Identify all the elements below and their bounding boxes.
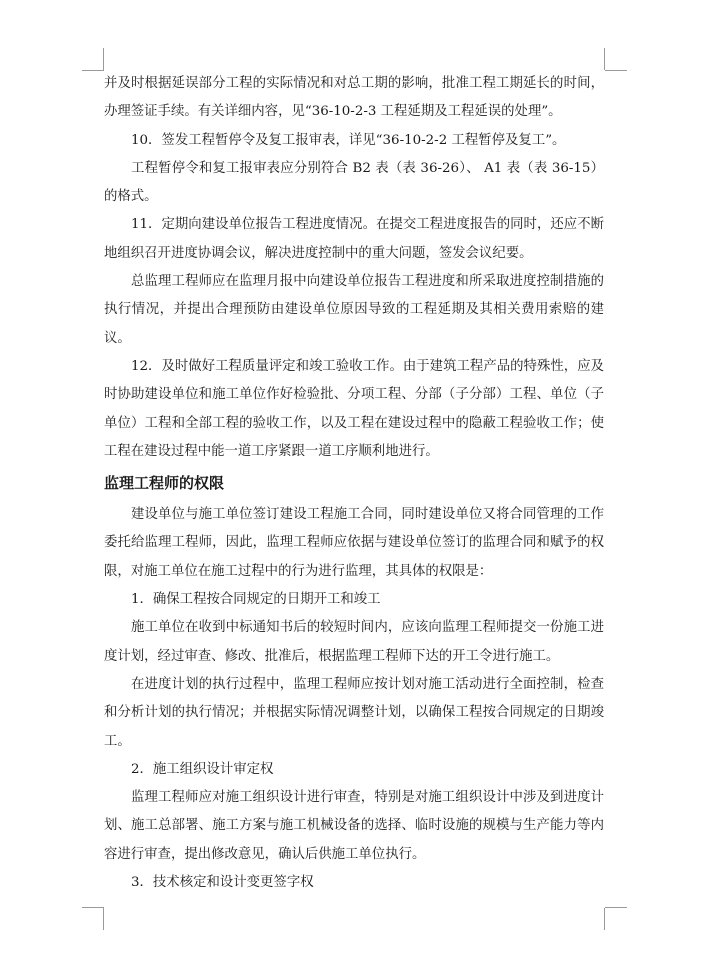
paragraph: 1．确保工程按合同规定的日期开工和竣工 xyxy=(131,592,381,608)
paragraph: 2．施工组织设计审定权 xyxy=(131,761,274,777)
paragraph: 并及时根据延误部分工程的实际情况和对总工期的影响，批准工程工期延长的时间，办理签证手续。有关详细内容，见“36-10-2-3 工程延期及工程延误的处理”。 xyxy=(104,76,604,120)
paragraph: 监理工程师应对施工组织设计进行审查，特别是对施工组织设计中涉及到进度计划、施工总部署、施工方案与施工机械设备的选择、临时设施的规模与生产能力等内容进行审查，提出修改意见，确认后供施工单位执行。 xyxy=(104,790,604,862)
paragraph: 在进度计划的执行过程中，监理工程师应按计划对施工活动进行全面控制，检查和分析计划的执行情况；并根据实际情况调整计划，以确保工程按合同规定的日期竣工。 xyxy=(104,676,604,749)
paragraph: 12．及时做好工程质量评定和竣工验收工作。由于建筑工程产品的特殊性，应及时协助建设单位和施工单位作好检验批、分项工程、分部（子分部）工程、单位（子单位）工程和全部工程的验收工作，以及工程在建设过程中的隐蔽工程验收工作；使工程在建设过程中能一道工序紧跟一道工序顺利地进行。 xyxy=(104,358,604,459)
paragraph: 3．技术核定和设计变更签字权 xyxy=(131,875,314,891)
paragraph: 总监理工程师应在监理月报中向建设单位报告工程进度和所采取进度控制措施的执行情况，并提出合理预防由建设单位原因导致的工程延期及其相关费用索赔的建议。 xyxy=(104,274,604,346)
paragraph: 11．定期向建设单位报告工程进度情况。在提交工程进度报告的同时，还应不断地组织召开进度协调会议，解决进度控制中的重大问题，签发会议纪要。 xyxy=(104,217,604,261)
paragraph: 工程暂停令和复工报审表应分别符合 B2 表（表 36-26）、 A1 表（表 36-15）的格式。 xyxy=(104,160,604,205)
paragraph: 施工单位在收到中标通知书后的较短时间内，应该向监理工程师提交一份施工进度计划，经过审查、修改、批准后，根据监理工程师下达的开工令进行施工。 xyxy=(104,620,604,664)
section-heading: 监理工程师的权限 xyxy=(104,474,225,493)
paragraph: 建设单位与施工单位签订建设工程施工合同，同时建设单位又将合同管理的工作委托给监理工程师，因此，监理工程师应依据与建设单位签订的监理合同和赋予的权限，对施工单位在施工过程中的行为进行监理，其具体的权限是： xyxy=(104,507,604,579)
paragraph: 10．签发工程暂停令及复工报审表，详见“36-10-2-2 工程暂停及复工”。 xyxy=(131,132,566,148)
document-body xyxy=(104,70,604,897)
